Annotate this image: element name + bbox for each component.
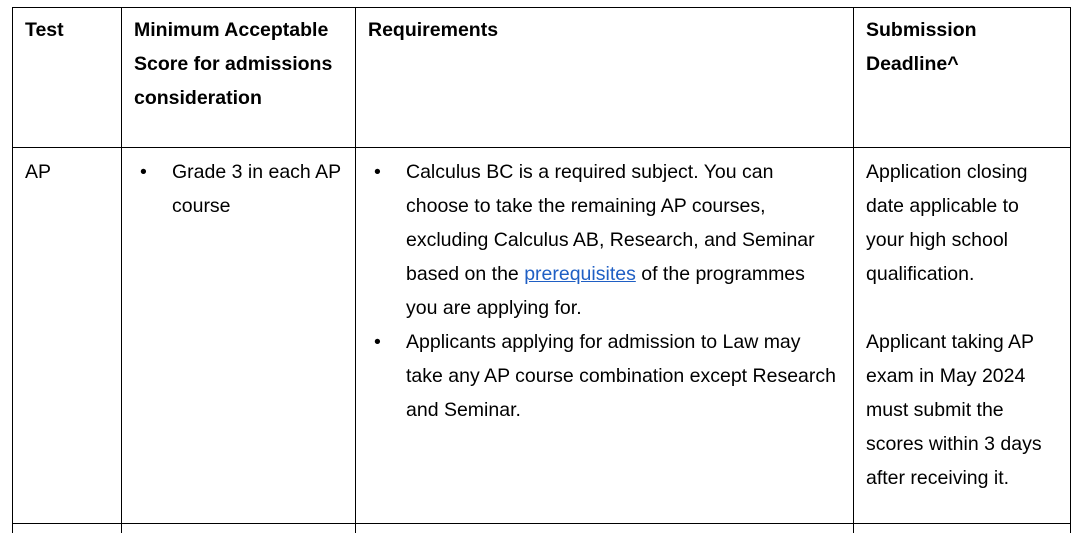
cell-test: AP — [13, 148, 122, 524]
min-score-list — [134, 155, 343, 223]
requirement-text-after-link: of the programmes you are applying for. — [406, 263, 805, 319]
bullet-icon: • — [140, 161, 147, 183]
cell-min-score — [122, 148, 356, 524]
requirement-text-before-link: Calculus BC is a required subject. You can choose to take the remaining AP courses, excluding Calculus AB, Research, and Seminar based on the — [406, 161, 815, 285]
deadline-text-ap-exam: Applicant taking AP exam in May 2024 must submit the scores within 3 days after receiving it. — [866, 331, 1042, 489]
list-item — [134, 155, 343, 223]
cell-empty — [122, 524, 356, 533]
header-requirements: Requirements — [356, 8, 854, 148]
cell-empty — [356, 524, 854, 533]
header-deadline: Submission Deadline^ — [854, 8, 1071, 148]
requirements-list — [368, 155, 841, 427]
cell-deadline — [854, 148, 1071, 524]
list-item — [368, 155, 841, 325]
bullet-icon: • — [374, 331, 381, 353]
requirement-text-law: Applicants applying for admission to Law may take any AP course combination except Research and Seminar. — [406, 331, 836, 421]
cell-empty — [854, 524, 1071, 533]
table-header-row — [13, 8, 1071, 148]
cell-requirements — [356, 148, 854, 524]
bullet-icon: • — [374, 161, 381, 183]
min-score-text: Grade 3 in each AP course — [172, 161, 341, 217]
admissions-requirements-table — [12, 7, 1071, 533]
prerequisites-link[interactable]: prerequisites — [524, 263, 636, 285]
header-test: Test — [13, 8, 122, 148]
list-item — [368, 325, 841, 427]
header-min-score: Minimum Acceptable Score for admissions consideration — [122, 8, 356, 148]
cell-empty — [13, 524, 122, 533]
deadline-text-closing: Application closing date applicable to your high school qualification. — [866, 161, 1028, 285]
table-row-partial — [13, 524, 1071, 533]
table-row — [13, 148, 1071, 524]
